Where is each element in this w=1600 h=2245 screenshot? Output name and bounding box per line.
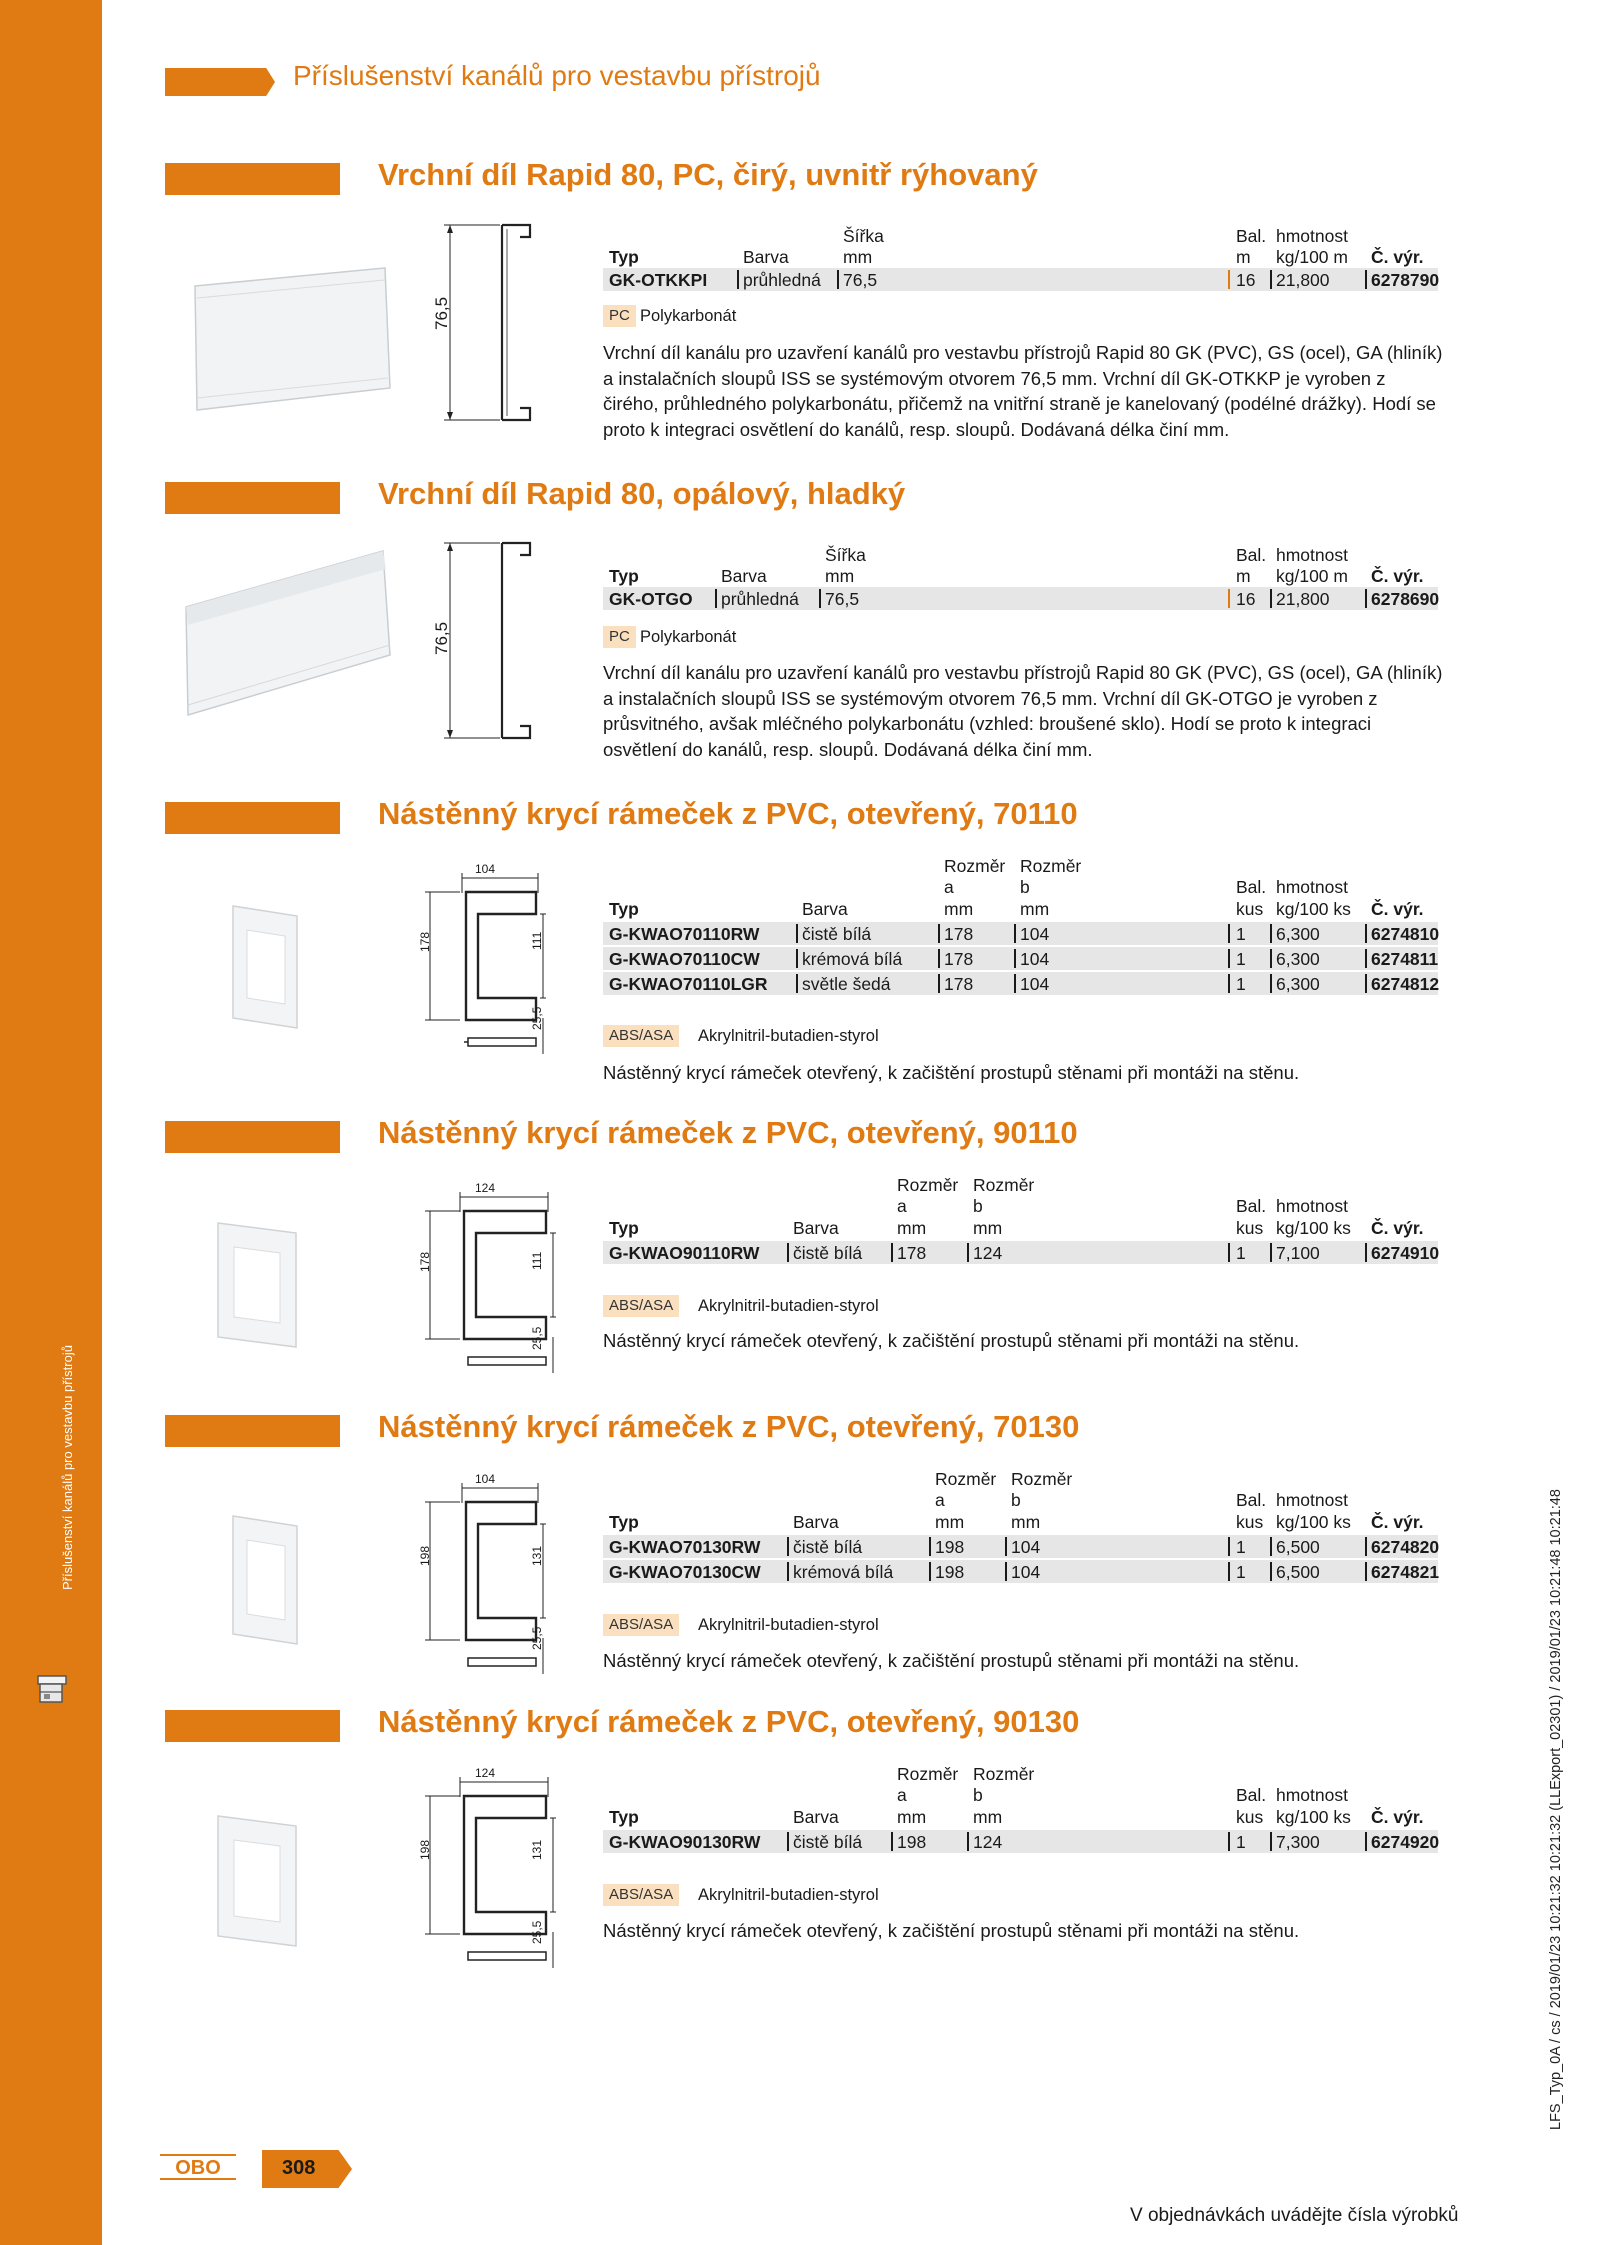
dimension-width: 104 [475,862,496,876]
cell-barva: čistě bílá [793,1832,863,1852]
cell-separator [891,1832,893,1851]
cell-bal: 1 [1236,1243,1246,1263]
dimension-width: 124 [475,1181,496,1195]
col-header-hmotnost: hmotnost [1276,1490,1348,1510]
cell-separator [1228,1832,1230,1851]
header-accent-bar [165,68,275,96]
col-header-b: b [973,1785,983,1805]
col-header-b: b [1011,1490,1021,1510]
cell-cislo: 6274812 [1371,974,1440,994]
cell-typ: G-KWAO90130RW [609,1832,761,1852]
cell-cislo: 6278790 [1371,270,1440,290]
material-name: Akrylnitril-butadien-styrol [698,1027,879,1045]
product-photo-frame [225,1510,305,1650]
dimension-inner: 131 [530,1839,544,1860]
col-header-unit-kg: kg/100 ks [1276,899,1351,919]
dimension-height: 178 [418,1251,432,1272]
dimension-height: 198 [418,1839,432,1860]
cell-typ: G-KWAO70110CW [609,949,760,969]
col-header-unit-mm-b: mm [1011,1512,1041,1532]
cell-separator [1270,1562,1272,1581]
section-accent-bar [165,802,340,834]
frame-dimension-drawing [410,858,570,1058]
cell-separator [1365,1243,1367,1262]
section-title: Nástěnný krycí rámeček z PVC, otevřený, 70110 [378,796,1078,831]
col-header-rozmer-b: Rozměr [973,1175,1035,1195]
dimension-inner: 111 [530,1251,544,1270]
cell-cislo: 6274811 [1371,949,1439,969]
col-header-rozmer-a: Rozměr [897,1764,959,1784]
dimension-lip: 25,5 [530,1920,544,1944]
cell-typ: GK-OTKKPI [609,270,708,290]
cell-separator [715,589,717,608]
col-header-unit-mm: mm [825,566,855,586]
cell-separator [1365,589,1367,608]
cell-separator [1228,1537,1230,1556]
cell-separator [837,270,839,289]
cell-separator [1228,974,1230,993]
table-row [603,268,1438,291]
col-header-b: b [973,1196,983,1216]
col-header-cislo: Č. výr. [1371,1512,1424,1532]
cell-bal: 1 [1236,1537,1246,1557]
product-table [603,1764,1438,1855]
col-header-hmotnost: hmotnost [1276,1785,1348,1805]
col-header-a: a [935,1490,945,1510]
cell-b: 124 [973,1243,1003,1263]
cell-separator [967,1832,969,1851]
table-row [603,1560,1438,1583]
col-header-barva: Barva [721,566,767,586]
col-header-unit-kus: kus [1236,1807,1264,1827]
cell-barva: průhledná [721,589,799,609]
table-header [603,1764,1438,1830]
material-code-badge: PC [603,626,636,648]
cell-bal: 1 [1236,974,1246,994]
col-header-bal: Bal. [1236,545,1267,565]
col-header-unit-mm-b: mm [973,1807,1003,1827]
section-accent-bar [165,1415,340,1447]
col-header-barva: Barva [793,1512,839,1532]
col-header-a: a [897,1196,907,1216]
cell-b: 104 [1011,1537,1041,1557]
section-accent-bar [165,1121,340,1153]
cell-a: 178 [944,974,974,994]
product-description: Nástěnný krycí rámeček otevřený, k začištění prostupů stěnami při montáži na stěnu. [603,1920,1300,1941]
material-code-badge: PC [603,305,636,327]
product-description: Vrchní díl kanálu pro uzavření kanálů pro vestavbu přístrojů Rapid 80 GK (PVC), GS (ocel), GA (hliník) a instalačních sloupů ISS se systémovým otvorem 76,5 mm. Vrchní díl GK-OTGO je vyroben z průsvitného, avšak mléčného polykarbonátu (vzhled: broušené sklo). Hodí se proto k integraci osvětlení do kanálů, resp. sloupů. Dodávaná délka činí mm. [603,662,1443,760]
col-header-barva: Barva [793,1218,839,1238]
table-row [603,972,1438,995]
cell-barva: krémová bílá [802,949,903,969]
cell-cislo: 6274810 [1371,924,1440,944]
cell-a: 198 [935,1562,965,1582]
product-photo-cover [178,545,403,720]
col-header-unit-mm-a: mm [897,1807,927,1827]
cell-separator [1014,949,1016,968]
frame-dimension-drawing [410,1177,570,1377]
col-header-a: a [944,877,954,897]
cell-a: 178 [944,949,974,969]
table-header [603,545,1438,587]
section-accent-bar [165,1710,340,1742]
cell-separator [1228,1562,1230,1581]
col-header-cislo: Č. výr. [1371,1807,1424,1827]
cell-typ: G-KWAO70130CW [609,1562,761,1582]
dimension-width: 124 [475,1766,496,1780]
cell-cislo: 6274920 [1371,1832,1440,1852]
col-header-unit-m: m [1236,247,1251,267]
col-header-unit-kus: kus [1236,899,1264,919]
col-header-unit-kg: kg/100 ks [1276,1218,1351,1238]
section-title: Nástěnný krycí rámeček z PVC, otevřený, 90130 [378,1704,1080,1739]
product-photo-frame [210,1808,305,1953]
cell-hmotnost: 6,500 [1276,1562,1320,1582]
col-header-unit-mm-a: mm [944,899,974,919]
product-photo-frame [210,1215,305,1355]
product-description: Nástěnný krycí rámeček otevřený, k začištění prostupů stěnami při montáži na stěnu. [603,1062,1300,1083]
section-title: Nástěnný krycí rámeček z PVC, otevřený, 70130 [378,1409,1080,1444]
col-header-unit-mm-a: mm [897,1218,927,1238]
product-table [603,856,1438,997]
svg-text:OBO: OBO [175,2157,221,2179]
cell-cislo: 6274820 [1371,1537,1440,1557]
col-header-rozmer-a: Rozměr [944,856,1006,876]
col-header-barva: Barva [793,1807,839,1827]
col-header-rozmer-a: Rozměr [897,1175,959,1195]
section-title: Vrchní díl Rapid 80, PC, čirý, uvnitř rýhovaný [378,157,1038,192]
cell-b: 104 [1020,924,1050,944]
dimension-label: 76,5 [432,296,451,330]
col-header-typ: Typ [609,247,639,267]
dimension-lip: 25,5 [530,1006,544,1030]
dimension-inner: 111 [530,931,544,950]
cell-separator [1014,974,1016,993]
col-header-unit-kus: kus [1236,1218,1264,1238]
col-header-hmotnost: hmotnost [1276,226,1348,246]
frame-dimension-drawing [410,1762,570,1972]
cell-separator [1270,270,1272,289]
left-sidebar-bar [0,0,102,2245]
product-photo-frame [225,900,305,1035]
cell-separator [938,974,940,993]
material-name: Akrylnitril-butadien-styrol [698,1616,879,1634]
col-header-barva: Barva [743,247,789,267]
cell-separator [1270,949,1272,968]
table-row [603,922,1438,945]
cell-separator [787,1562,789,1581]
cell-barva: čistě bílá [793,1537,863,1557]
cell-hmotnost: 7,100 [1276,1243,1320,1263]
cell-separator [787,1537,789,1556]
cell-cislo: 6274910 [1371,1243,1440,1263]
section-title: Vrchní díl Rapid 80, opálový, hladký [378,476,906,511]
cell-hmotnost: 6,300 [1276,949,1320,969]
table-header [603,226,1438,268]
material-code-badge: ABS/ASA [603,1025,679,1047]
section-title: Nástěnný krycí rámeček z PVC, otevřený, 90110 [378,1115,1078,1150]
cell-separator [1270,1243,1272,1262]
cell-separator [1365,270,1367,289]
table-header [603,1469,1438,1535]
product-description: Nástěnný krycí rámeček otevřený, k začištění prostupů stěnami při montáži na stěnu. [603,1330,1300,1351]
col-header-typ: Typ [609,566,639,586]
cell-separator [938,924,940,943]
cell-bal: 1 [1236,949,1246,969]
cell-separator [1365,1537,1367,1556]
cell-separator [967,1243,969,1262]
sidebar-category-text: Příslušenství kanálů pro vestavbu přístrojů [60,1345,75,1590]
dimension-inner: 131 [530,1545,544,1566]
col-header-sirka: Šířka [825,545,866,565]
table-header [603,1175,1438,1241]
cell-separator [1270,1537,1272,1556]
dimension-height: 178 [418,931,432,952]
cell-cislo: 6278690 [1371,589,1440,609]
material-name: Akrylnitril-butadien-styrol [698,1886,879,1904]
cell-separator [819,589,821,608]
cell-separator [1365,1832,1367,1851]
col-header-unit-mm-b: mm [973,1218,1003,1238]
cell-separator [1270,1832,1272,1851]
cell-separator [1270,924,1272,943]
frame-dimension-drawing [410,1468,570,1678]
col-header-bal: Bal. [1236,1490,1267,1510]
cell-separator [938,949,940,968]
cell-separator-accent [1228,589,1230,608]
product-description: Vrchní díl kanálu pro uzavření kanálů pro vestavbu přístrojů Rapid 80 GK (PVC), GS (ocel), GA (hliník) a instalačních sloupů ISS se systémovým otvorem 76,5 mm. Vrchní díl GK-OTKKP je vyroben z čirého, průhledného polykarbonátu, přičemž na vnitřní straně je kanelovaný (podélné drážky). Hodí se proto k integraci osvětlení do kanálů, resp. sloupů. Dodávaná délka činí mm. [603,342,1443,440]
product-table [603,545,1438,612]
cell-a: 76,5 [843,270,878,290]
cell-bal: 1 [1236,1832,1246,1852]
col-header-typ: Typ [609,1512,639,1532]
dimension-lip: 25,5 [530,1626,544,1650]
cell-hmotnost: 6,300 [1276,924,1320,944]
product-table [603,1469,1438,1585]
cell-separator [787,1832,789,1851]
col-header-cislo: Č. výr. [1371,247,1424,267]
col-header-typ: Typ [609,899,639,919]
cell-hmotnost: 21,800 [1276,270,1330,290]
cell-separator [1014,924,1016,943]
cell-a: 198 [897,1832,927,1852]
cell-separator [1365,924,1367,943]
table-row [603,1241,1438,1264]
page-header-title: Příslušenství kanálů pro vestavbu přístrojů [293,60,821,91]
cell-separator [787,1243,789,1262]
col-header-rozmer-b: Rozměr [1011,1469,1073,1489]
dimension-lip: 25,5 [530,1326,544,1350]
cell-separator [1228,1243,1230,1262]
cell-hmotnost: 6,500 [1276,1537,1320,1557]
cell-bal: 16 [1236,589,1256,609]
cell-a: 198 [935,1537,965,1557]
col-header-bal: Bal. [1236,1785,1267,1805]
cell-barva: čistě bílá [802,924,872,944]
col-header-bal: Bal. [1236,226,1267,246]
dimension-height: 198 [418,1545,432,1566]
cell-hmotnost: 7,300 [1276,1832,1320,1852]
product-description: Nástěnný krycí rámeček otevřený, k začištění prostupů stěnami při montáži na stěnu. [603,1650,1300,1671]
col-header-unit-m: m [1236,566,1251,586]
cell-separator [1365,974,1367,993]
cell-a: 76,5 [825,589,860,609]
cell-bal: 1 [1236,924,1246,944]
table-header [603,856,1438,922]
material-code-badge: ABS/ASA [603,1614,679,1636]
footer-note: V objednávkách uvádějte čísla výrobků [1130,2205,1459,2226]
section-accent-bar [165,163,340,195]
cell-barva: průhledná [743,270,821,290]
col-header-typ: Typ [609,1807,639,1827]
cell-b: 104 [1011,1562,1041,1582]
material-code-badge: ABS/ASA [603,1295,679,1317]
cell-b: 104 [1020,974,1050,994]
col-header-bal: Bal. [1236,1196,1267,1216]
cell-a: 178 [944,924,974,944]
col-header-rozmer-b: Rozměr [973,1764,1035,1784]
col-header-unit-kg: kg/100 ks [1276,1512,1351,1532]
col-header-cislo: Č. výr. [1371,899,1424,919]
product-table [603,1175,1438,1266]
document-export-stamp: LFS_Typ_0A / cs / 2019/01/23 10:21:32 10:21:32 (LLExport_02301) / 2019/01/23 10:21:48 10:21:48 [1548,1489,1564,2130]
product-table [603,226,1438,293]
cell-separator [891,1243,893,1262]
table-row [603,947,1438,970]
col-header-rozmer-b: Rozměr [1020,856,1082,876]
cell-separator [737,270,739,289]
table-row [603,1535,1438,1558]
cell-separator [1365,1562,1367,1581]
col-header-hmotnost: hmotnost [1276,1196,1348,1216]
table-row [603,587,1438,610]
section-accent-bar [165,482,340,514]
cell-separator [1005,1537,1007,1556]
cell-hmotnost: 21,800 [1276,589,1330,609]
cell-cislo: 6274821 [1371,1562,1440,1582]
cell-separator [796,924,798,943]
col-header-a: a [897,1785,907,1805]
cell-separator [1270,589,1272,608]
col-header-cislo: Č. výr. [1371,566,1424,586]
channel-product-icon [34,1670,72,1708]
cell-a: 178 [897,1243,927,1263]
material-name: Polykarbonát [640,307,737,325]
cell-barva: krémová bílá [793,1562,894,1582]
cell-separator [1228,949,1230,968]
col-header-unit-kg: kg/100 m [1276,247,1348,267]
cell-separator [796,974,798,993]
cell-separator [1005,1562,1007,1581]
material-code-badge: ABS/ASA [603,1884,679,1906]
cell-separator [796,949,798,968]
col-header-unit-kg: kg/100 ks [1276,1807,1351,1827]
col-header-barva: Barva [802,899,848,919]
cell-barva: světle šedá [802,974,891,994]
col-header-unit-kg: kg/100 m [1276,566,1348,586]
page-number: 308 [282,2157,316,2179]
col-header-sirka: Šířka [843,226,884,246]
cell-typ: G-KWAO70130RW [609,1537,761,1557]
dimension-label: 76,5 [432,621,451,655]
col-header-unit-kus: kus [1236,1512,1264,1532]
cell-separator [929,1562,931,1581]
material-name: Polykarbonát [640,628,737,646]
col-header-unit-mm: mm [843,247,873,267]
cell-separator [1270,974,1272,993]
cell-hmotnost: 6,300 [1276,974,1320,994]
cell-bal: 16 [1236,270,1256,290]
cell-separator [929,1537,931,1556]
product-photo-cover [185,258,400,418]
cell-separator [1365,949,1367,968]
col-header-hmotnost: hmotnost [1276,545,1348,565]
cell-separator [1228,924,1230,943]
col-header-hmotnost: hmotnost [1276,877,1348,897]
col-header-unit-mm-b: mm [1020,899,1050,919]
cell-typ: G-KWAO70110LGR [609,974,768,994]
obo-logo [158,2152,238,2182]
cell-typ: G-KWAO90110RW [609,1243,760,1263]
cell-barva: čistě bílá [793,1243,863,1263]
material-name: Akrylnitril-butadien-styrol [698,1297,879,1315]
cell-b: 124 [973,1832,1003,1852]
col-header-rozmer-a: Rozměr [935,1469,997,1489]
col-header-bal: Bal. [1236,877,1267,897]
col-header-unit-mm-a: mm [935,1512,965,1532]
cell-bal: 1 [1236,1562,1246,1582]
cell-typ: G-KWAO70110RW [609,924,760,944]
col-header-typ: Typ [609,1218,639,1238]
col-header-cislo: Č. výr. [1371,1218,1424,1238]
cell-typ: GK-OTGO [609,589,693,609]
col-header-b: b [1020,877,1030,897]
cell-b: 104 [1020,949,1050,969]
dimension-width: 104 [475,1472,496,1486]
cell-separator-accent [1228,270,1230,289]
table-row [603,1830,1438,1853]
